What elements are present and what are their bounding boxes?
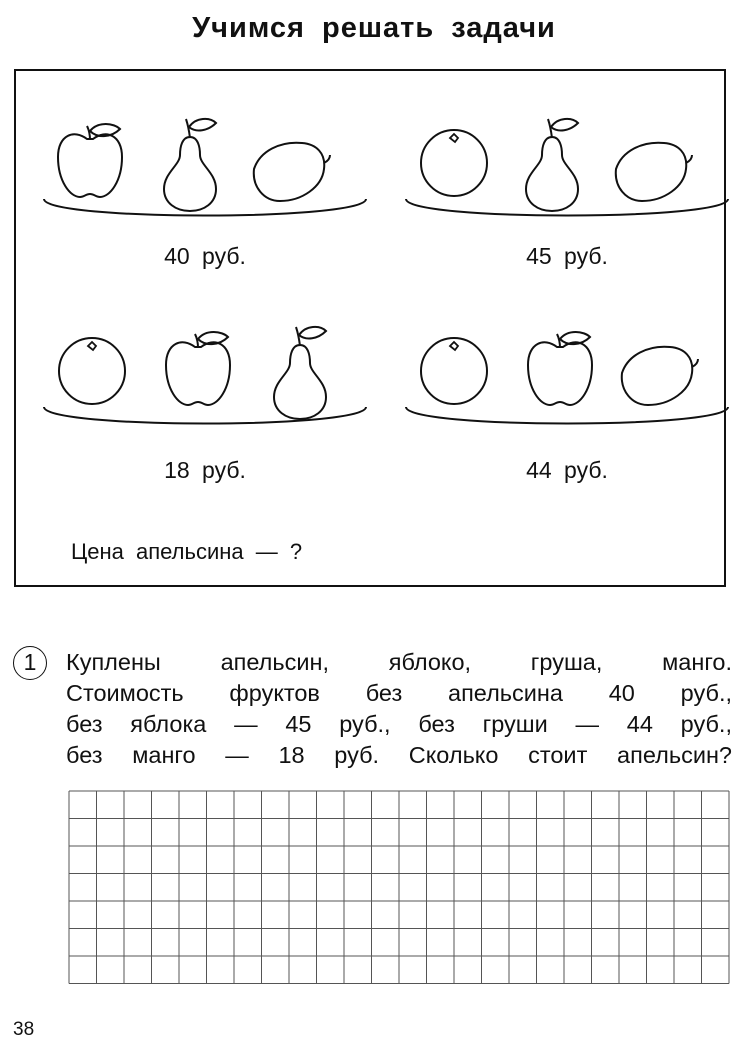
mango-icon <box>616 143 692 201</box>
pear-icon <box>274 327 326 419</box>
fruit-group-4 <box>402 319 732 509</box>
answer-grid[interactable] <box>68 790 734 988</box>
price-label: 40 руб. <box>164 243 246 269</box>
question-text: Цена апельсина — ? <box>71 539 303 564</box>
fruit-row <box>402 319 732 439</box>
task-number: 1 <box>13 646 47 680</box>
plate-icon <box>44 407 366 424</box>
apple-icon <box>58 124 122 197</box>
fruit-row <box>402 111 732 231</box>
task-text <box>66 647 732 771</box>
orange-icon <box>421 338 487 404</box>
task-line: без яблока — 45 руб., без груши — 44 руб., <box>66 711 732 737</box>
page-number: 38 <box>13 1019 35 1040</box>
fruit-row <box>40 319 370 439</box>
page-title: Учимся решать задачи <box>192 12 556 44</box>
apple-icon <box>528 332 592 405</box>
fruit-group-1 <box>40 111 370 301</box>
plate-icon <box>406 407 728 424</box>
pear-icon <box>526 119 578 211</box>
pear-icon <box>164 119 216 211</box>
price-label: 45 руб. <box>526 243 608 269</box>
price-label: 44 руб. <box>526 457 608 483</box>
task-line: без манго — 18 руб. Сколько стоит апельсин? <box>66 742 732 768</box>
task-line: Куплены апельсин, яблоко, груша, манго. <box>66 649 732 675</box>
fruit-group-2 <box>402 111 732 301</box>
illustration-box <box>14 69 726 587</box>
fruit-group-3 <box>40 319 370 509</box>
fruit-row <box>40 111 370 231</box>
orange-icon <box>59 338 125 404</box>
task-line: Стоимость фруктов без апельсина 40 руб., <box>66 680 732 706</box>
orange-icon <box>421 130 487 196</box>
mango-icon <box>254 143 330 201</box>
price-label: 18 руб. <box>164 457 246 483</box>
apple-icon <box>166 332 230 405</box>
mango-icon <box>622 347 698 405</box>
